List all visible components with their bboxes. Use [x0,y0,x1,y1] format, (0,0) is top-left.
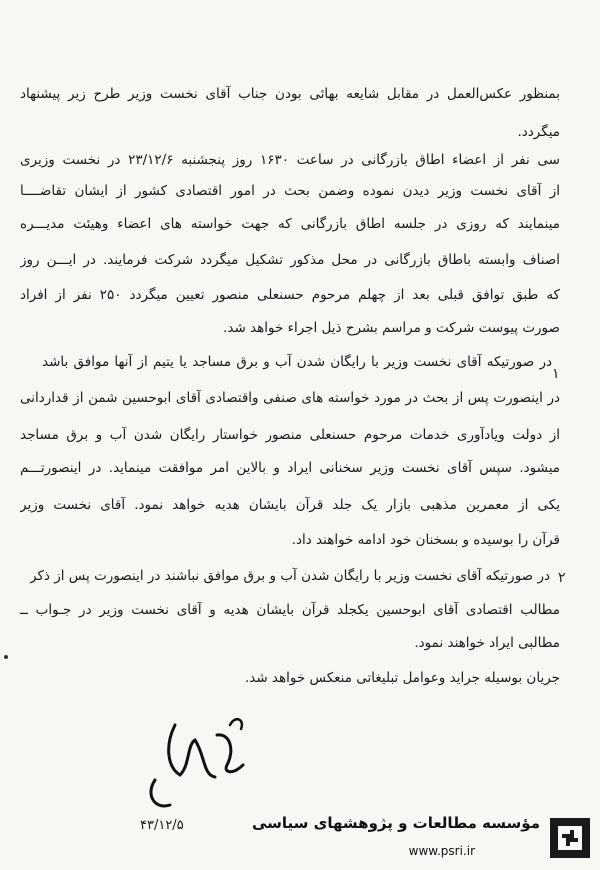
doc-line-11: از دولت ویادآوری خدمات مرحوم حسنعلی منصور خواستار رایگان شدن آب و برق مساجد [20,427,560,443]
signature-date: ۴۳/۱۲/۵ [140,818,184,833]
doc-line-10: در اینصورت پس از بحث در مورد خواسته های صنفی واقتصادی آقای ابوحسین شمن از قداردانی [20,390,560,406]
doc-line-13: یکی از معمرین مذهبی بازار یک جلد قرآن بایشان هدیه خواهد نمود. آقای نخست وزیر [20,497,560,513]
doc-line-17: مطالبی ایراد خواهند نمود. [414,635,560,651]
doc-line-7: که طبق توافق قبلی بعد از چهلم مرحوم حسنعلی منصور تعیین میگردد ۲۵۰ نفر از افراد [20,287,560,303]
doc-line-3: سی نفر از اعضاء اطاق بازرگانی در ساعت ۱۶۳۰ روز پنجشنبه ۲۳/۱۲/۶ در نخست وزیری [20,152,560,168]
doc-line-18: جریان بوسیله جراید وعوامل تبلیغاتی منعکس خواهد شد. [244,670,560,686]
item-number-2: ۲ [558,570,566,586]
doc-line-5: مینمایند که روزی در جلسه اطاق بازرگانی که جهت خواسته های اعضاء وهیئت مدیـــره [20,216,560,232]
doc-line-14: قرآن را بوسیده و بسخنان خود ادامه خواهند داد. [291,532,560,548]
doc-line-9: در صورتیکه آقای نخست وزیر با رایگان شدن آب و برق مساجد یا یتیم از آنها موافق باشد [42,354,552,370]
institute-logo-icon [548,816,592,860]
doc-line-8: صورت پیوست شرکت و مراسم بشرح ذیل اجراء خواهد شد. [223,320,560,336]
doc-line-4: از آقای نخست وزیر دیدن نموده وضمن بحث در امور اقتصادی کشور از ایشان تقاضــــا [20,183,560,199]
doc-line-1: بمنظور عکس‌العمل در مقابل شایعه بهائی بودن جناب آقای نخست وزیر طرح زیر پیشنهاد [20,86,560,102]
watermark-org-name: مؤسسه مطالعات و پژوهشهای سیاسی [251,814,540,832]
watermark-url: www.psri.ir [408,844,475,858]
stray-mark [4,655,8,659]
item-number-1: ۱ [552,366,560,382]
doc-line-12: میشود. سپس آقای نخست وزیر سخنانی ایراد و بالاین امر موافقت مینماید. در اینصورتـــم [20,460,560,476]
doc-line-2: میگردد. [517,124,560,140]
watermark-banner [0,812,600,870]
doc-line-15: در صورتیکه آقای نخست وزیر با رایگان شدن آب و برق موافق نباشند در اینصورت پس از ذکر [30,568,550,584]
doc-line-16: مطالب اقتصادی آقای ابوحسین یکجلد قرآن بایشان هدیه و آقای نخست وزیر در جـواب ــ [20,602,560,618]
doc-line-6: اصناف وابسته باطاق بازرگانی در محل مذکور تشکیل میگردد شرکت فرمایند. در ایـــن روز [20,252,560,268]
